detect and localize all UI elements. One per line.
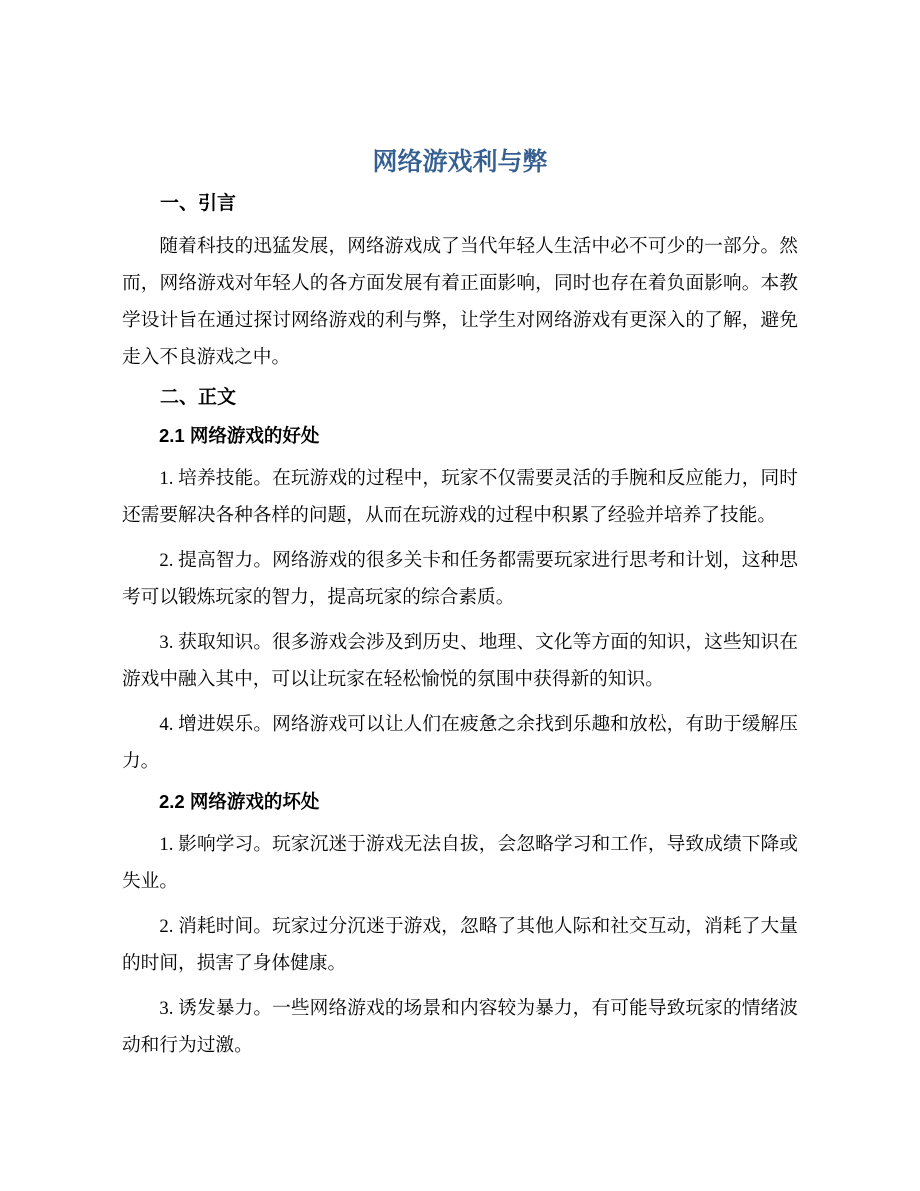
document-title: 网络游戏利与弊 bbox=[372, 148, 548, 176]
section-heading-body: 二、正文 bbox=[160, 387, 237, 408]
paragraph-benefit-1: 1. 培养技能。在玩游戏的过程中，玩家不仅需要灵活的手腕和反应能力，同时还需要解决各种各样的问题，从而在玩游戏的过程中积累了经验并培养了技能。 bbox=[122, 468, 798, 526]
paragraph-benefit-2: 2. 提高智力。网络游戏的很多关卡和任务都需要玩家进行思考和计划，这种思考可以锻炼玩家的智力，提高玩家的综合素质。 bbox=[122, 550, 798, 608]
paragraph-introduction: 随着科技的迅猛发展，网络游戏成了当代年轻人生活中必不可少的一部分。然而，网络游戏对年轻人的各方面发展有着正面影响，同时也存在着负面影响。本教学设计旨在通过探讨网络游戏的利与弊，让学生对网络游戏有更深入的了解，避免走入不良游戏之中。 bbox=[122, 236, 798, 368]
subsection-heading-benefits: 2.1 网络游戏的好处 bbox=[159, 425, 320, 446]
section-heading-introduction: 一、引言 bbox=[160, 193, 237, 214]
paragraph-benefit-3: 3. 获取知识。很多游戏会涉及到历史、地理、文化等方面的知识，这些知识在游戏中融入其中，可以让玩家在轻松愉悦的氛围中获得新的知识。 bbox=[122, 632, 798, 690]
paragraph-drawback-3: 3. 诱发暴力。一些网络游戏的场景和内容较为暴力，有可能导致玩家的情绪波动和行为过激。 bbox=[122, 998, 798, 1056]
subsection-heading-drawbacks: 2.2 网络游戏的坏处 bbox=[159, 791, 320, 812]
paragraph-drawback-1: 1. 影响学习。玩家沉迷于游戏无法自拔，会忽略学习和工作，导致成绩下降或失业。 bbox=[122, 834, 798, 892]
paragraph-drawback-2: 2. 消耗时间。玩家过分沉迷于游戏，忽略了其他人际和社交互动，消耗了大量的时间，损害了身体健康。 bbox=[122, 916, 798, 974]
paragraph-benefit-4: 4. 增进娱乐。网络游戏可以让人们在疲惫之余找到乐趣和放松，有助于缓解压力。 bbox=[122, 714, 798, 772]
